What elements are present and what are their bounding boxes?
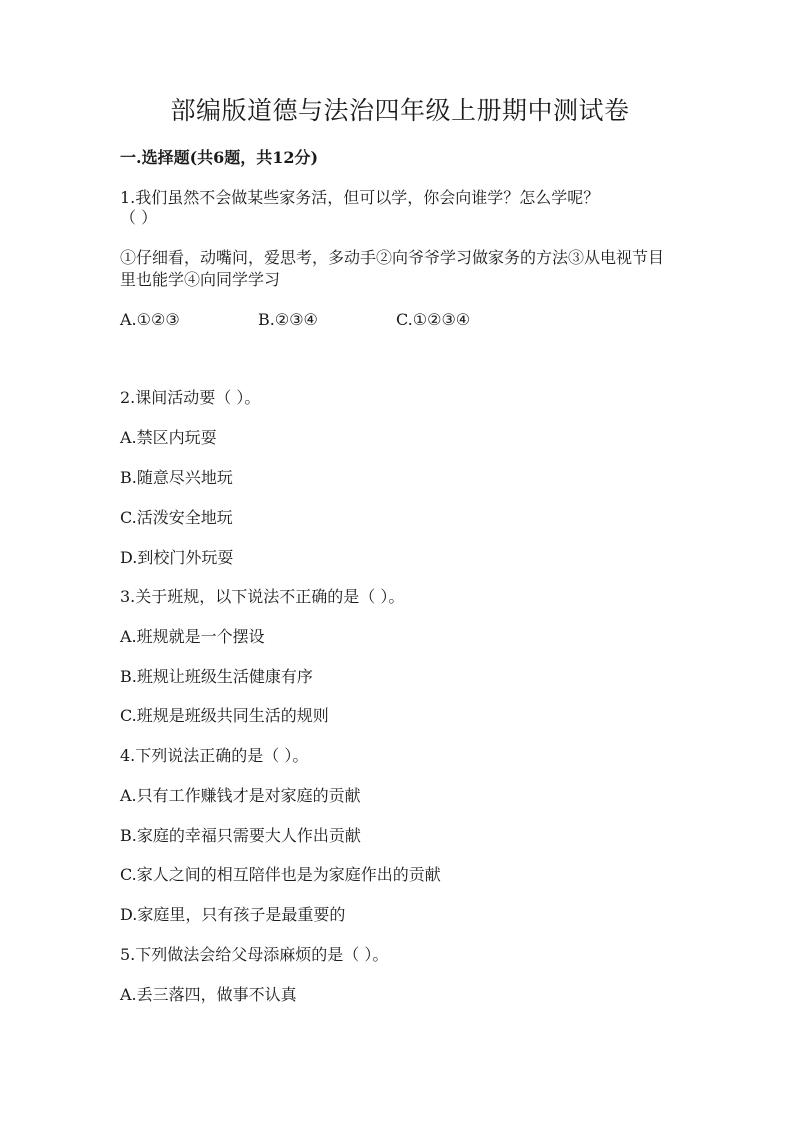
section-heading: 一.选择题(共6题，共12分) — [120, 148, 319, 167]
question-2-stem: 2.课间活动要（ ）。 — [120, 388, 261, 407]
question-1-option-a[interactable]: A.①②③ — [120, 310, 180, 329]
question-3-option-b[interactable]: B.班规让班级生活健康有序 — [120, 667, 313, 686]
question-5-option-a[interactable]: A.丢三落四，做事不认真 — [120, 985, 297, 1004]
question-1-description-line-1: ①仔细看，动嘴问，爱思考，多动手②向爷爷学习做家务的方法③从电视节目 — [120, 248, 665, 267]
question-4-option-d[interactable]: D.家庭里，只有孩子是最重要的 — [120, 905, 346, 924]
page-title: 部编版道德与法治四年级上册期中测试卷 — [170, 96, 630, 125]
question-4-option-a[interactable]: A.只有工作赚钱才是对家庭的贡献 — [120, 786, 361, 805]
question-1-stem-line-1: 1.我们虽然不会做某些家务活，但可以学，你会向谁学？怎么学呢？ — [120, 188, 600, 207]
question-3-stem: 3.关于班规，以下说法不正确的是（ ）。 — [120, 587, 405, 606]
question-4-option-c[interactable]: C.家人之间的相互陪伴也是为家庭作出的贡献 — [120, 865, 441, 884]
question-1-option-c[interactable]: C.①②③④ — [396, 310, 471, 329]
question-4-option-b[interactable]: B.家庭的幸福只需要大人作出贡献 — [120, 826, 361, 845]
question-1-answer-blank: （ ） — [120, 208, 158, 227]
question-5-stem: 5.下列做法会给父母添麻烦的是（ ）。 — [120, 945, 389, 964]
question-3-option-a[interactable]: A.班规就是一个摆设 — [120, 627, 265, 646]
question-1-option-b[interactable]: B.②③④ — [258, 310, 318, 329]
question-3-option-c[interactable]: C.班规是班级共同生活的规则 — [120, 706, 329, 725]
question-2-option-c[interactable]: C.活泼安全地玩 — [120, 508, 233, 527]
question-2-option-b[interactable]: B.随意尽兴地玩 — [120, 468, 233, 487]
question-1-description-line-2: 里也能学④向同学学习 — [120, 270, 281, 289]
question-2-option-a[interactable]: A.禁区内玩耍 — [120, 428, 217, 447]
question-4-stem: 4.下列说法正确的是（ ）。 — [120, 746, 309, 765]
question-2-option-d[interactable]: D.到校门外玩耍 — [120, 548, 234, 567]
